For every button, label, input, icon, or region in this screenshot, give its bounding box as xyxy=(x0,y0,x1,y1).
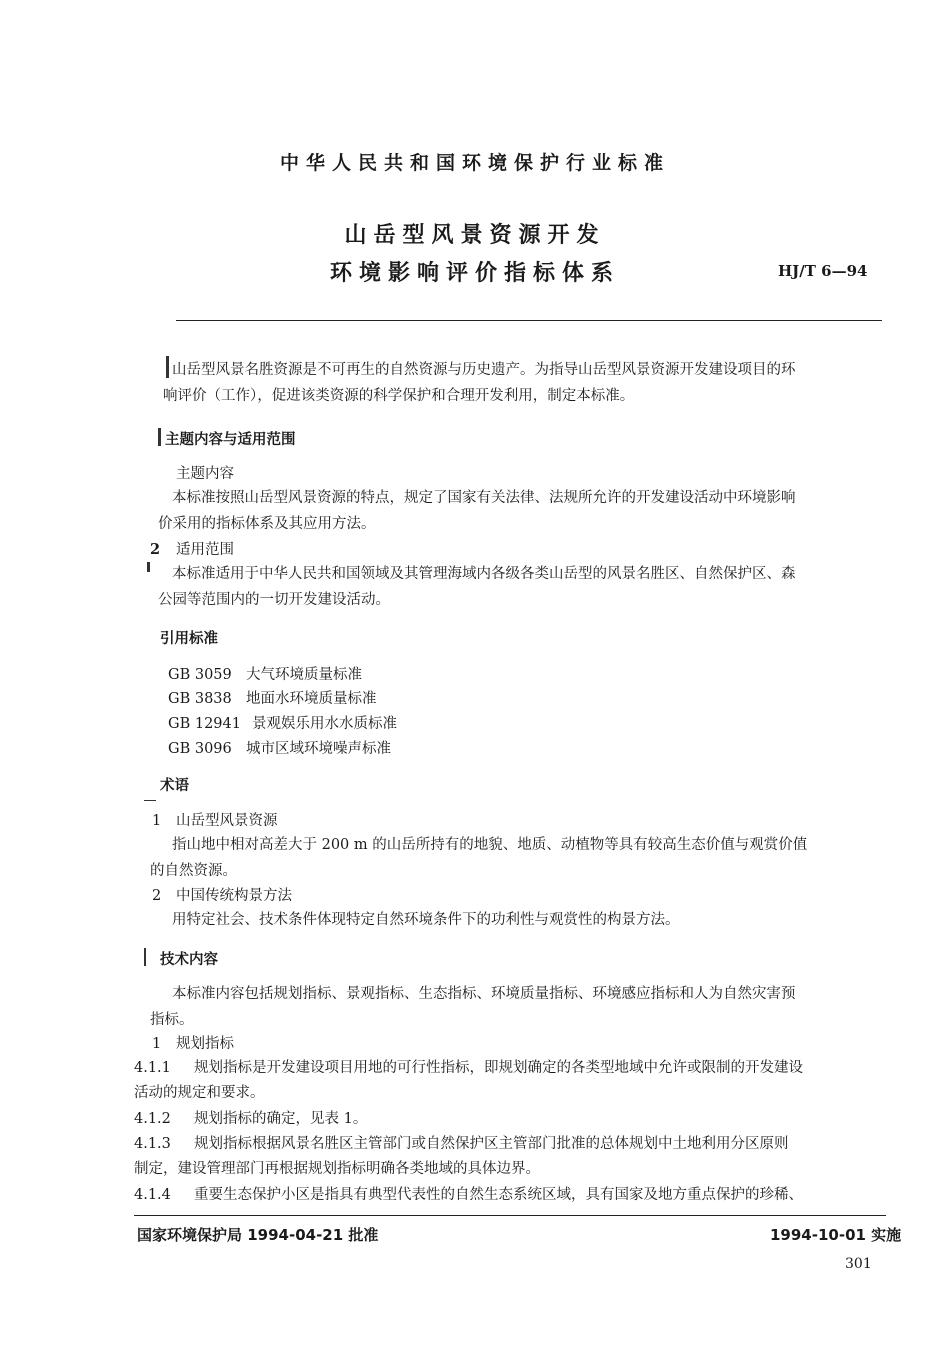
term-1-number: 1 xyxy=(152,813,162,829)
reference-name: 地面水环境质量标准 xyxy=(246,691,377,707)
term-1-title: 山岳型风景资源 xyxy=(176,813,278,829)
top-rule xyxy=(176,320,882,321)
reference-item xyxy=(168,663,362,684)
title-line-1: 山岳型风景资源开发 xyxy=(344,223,606,248)
clause-4-1-3-number: 4.1.3 xyxy=(134,1136,171,1152)
section-1-2-title: 适用范围 xyxy=(176,542,234,558)
section-1-1-line-1: 本标准按照山岳型风景资源的特点，规定了国家有关法律、法规所允许的开发建设活动中环境影响 xyxy=(172,490,796,506)
section-1-2-line-2: 公园等范围内的一切开发建设活动。 xyxy=(158,592,390,608)
reference-name: 大气环境质量标准 xyxy=(246,667,362,683)
reference-code: GB 12941 xyxy=(168,716,241,732)
section-1-1-line-2: 价采用的指标体系及其应用方法。 xyxy=(158,516,376,532)
clause-4-1-3-line-2: 制定，建设管理部门再根据规划指标明确各类地域的具体边界。 xyxy=(134,1161,540,1177)
intro-line-2: 响评价（工作），促进该类资源的科学保护和合理开发利用，制定本标准。 xyxy=(163,388,635,404)
reference-name: 城市区域环境噪声标准 xyxy=(246,741,391,757)
section-2-heading: 引用标准 xyxy=(160,631,218,647)
term-1-line-2: 的自然资源。 xyxy=(150,863,237,879)
section-4-heading: 技术内容 xyxy=(160,952,218,968)
reference-item xyxy=(168,687,377,708)
clause-4-1-2-number: 4.1.2 xyxy=(134,1111,171,1127)
section-4-1-number: 1 xyxy=(152,1036,162,1052)
section-4-line-2: 指标。 xyxy=(150,1012,194,1028)
clause-4-1-1-number: 4.1.1 xyxy=(134,1060,171,1076)
title-line-2: 环境影响评价指标体系 xyxy=(329,261,620,286)
page-number: 301 xyxy=(845,1256,872,1272)
section-4-line-1: 本标准内容包括规划指标、景观指标、生态指标、环境质量指标、环境感应指标和人为自然灾害预 xyxy=(172,986,796,1002)
scan-artifact xyxy=(158,428,161,446)
scan-artifact xyxy=(166,356,169,378)
clause-4-1-3-line-1: 规划指标根据风景名胜区主管部门或自然保护区主管部门批准的总体规划中土地利用分区原则 xyxy=(194,1136,789,1152)
standard-code: HJ/T 6—94 xyxy=(778,262,868,280)
clause-4-1-4-number: 4.1.4 xyxy=(134,1187,171,1203)
section-4-1-title: 规划指标 xyxy=(176,1036,234,1052)
reference-item xyxy=(168,737,391,758)
approval-info: 国家环境保护局 1994-04-21 批准 xyxy=(137,1226,379,1244)
clause-4-1-1-line-2: 活动的规定和要求。 xyxy=(134,1085,265,1101)
intro-line-1: 山岳型风景名胜资源是不可再生的自然资源与历史遗产。为指导山岳型风景资源开发建设项目的环 xyxy=(172,362,796,378)
scan-artifact xyxy=(144,800,156,801)
term-2-title: 中国传统构景方法 xyxy=(176,888,292,904)
section-3-heading: 术语 xyxy=(160,778,189,794)
scan-artifact xyxy=(144,948,146,966)
reference-code: GB 3838 xyxy=(168,691,232,707)
standard-category: 中华人民共和国环境保护行业标准 xyxy=(279,152,670,174)
reference-item xyxy=(168,712,397,733)
reference-code: GB 3059 xyxy=(168,667,232,683)
clause-4-1-4-line-1: 重要生态保护小区是指具有典型代表性的自然生态系统区域，具有国家及地方重点保护的珍稀、 xyxy=(194,1187,803,1203)
clause-4-1-1-line-1: 规划指标是开发建设项目用地的可行性指标，即规划确定的各类型地域中允许或限制的开发建设 xyxy=(194,1060,803,1076)
scan-artifact xyxy=(147,562,150,572)
reference-name: 景观娱乐用水水质标准 xyxy=(252,716,397,732)
footer-rule xyxy=(134,1215,886,1216)
section-1-1-title: 主题内容 xyxy=(176,466,234,482)
reference-code: GB 3096 xyxy=(168,741,232,757)
term-2-line-1: 用特定社会、技术条件体现特定自然环境条件下的功利性与观赏性的构景方法。 xyxy=(172,912,680,928)
implementation-date: 1994-10-01 实施 xyxy=(770,1226,902,1244)
section-1-heading: 主题内容与适用范围 xyxy=(165,432,296,448)
term-1-line-1: 指山地中相对高差大于 200 m 的山岳所持有的地貌、地质、动植物等具有较高生态价值与观赏价值 xyxy=(172,837,808,853)
clause-4-1-2-line-1: 规划指标的确定，见表 1。 xyxy=(194,1111,368,1127)
section-1-2-number: 2 xyxy=(150,541,161,558)
section-1-2-line-1: 本标准适用于中华人民共和国领域及其管理海域内各级各类山岳型的风景名胜区、自然保护区、森 xyxy=(172,566,796,582)
term-2-number: 2 xyxy=(152,888,162,904)
